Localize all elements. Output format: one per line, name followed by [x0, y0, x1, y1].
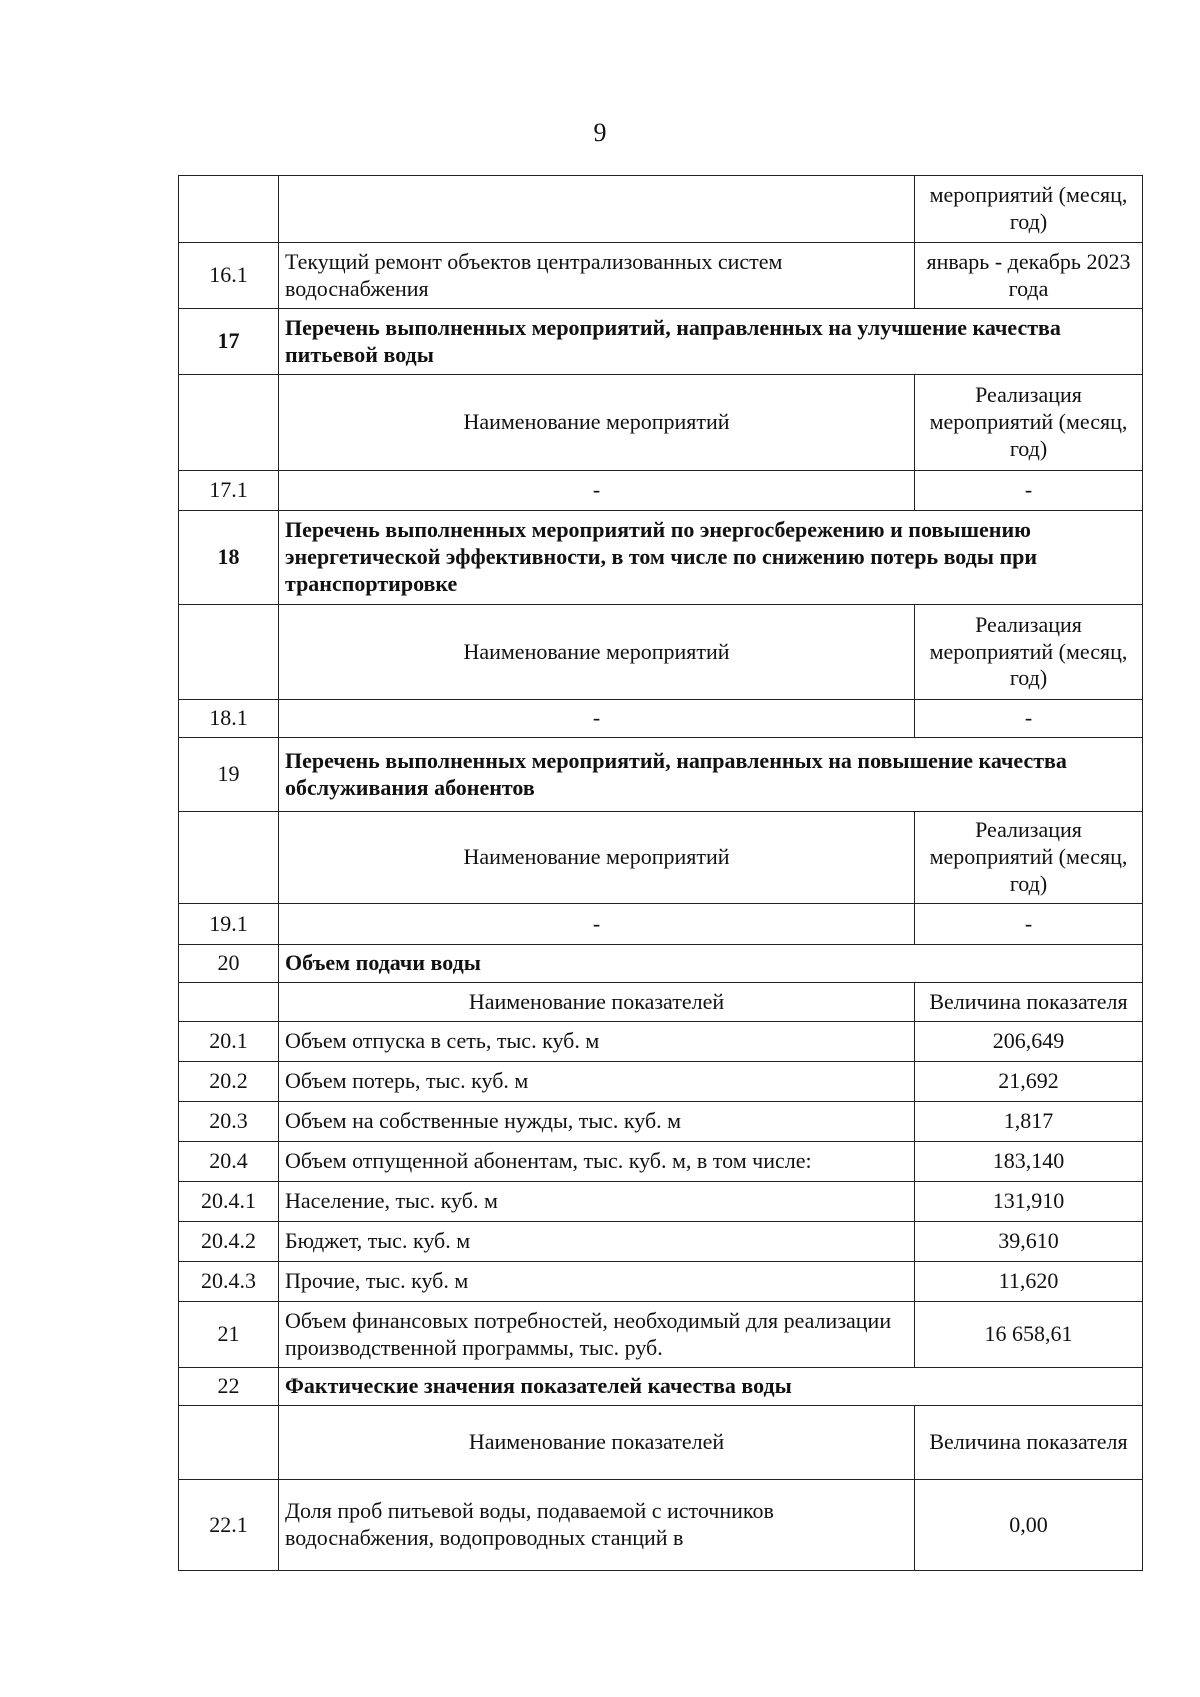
header-empty-cell [179, 812, 279, 904]
row-number: 20.1 [179, 1022, 279, 1062]
row-number: 19.1 [179, 904, 279, 945]
row-name: - [279, 700, 915, 738]
table-row [179, 1022, 1143, 1062]
header-empty-cell [179, 375, 279, 471]
table-row [179, 243, 1143, 309]
table-row [179, 1262, 1143, 1302]
column-header-name: Наименование мероприятий [279, 812, 915, 904]
header-empty-cell [179, 605, 279, 700]
row-name: Доля проб питьевой воды, подаваемой с источников водоснабжения, водопроводных станций в [279, 1480, 915, 1571]
column-header-value: Реализация мероприятий (месяц, год) [915, 605, 1143, 700]
row-value: 11,620 [915, 1262, 1143, 1302]
row-number: 20.4.2 [179, 1222, 279, 1262]
header-row [179, 605, 1143, 700]
section-title: Фактические значения показателей качества воды [279, 1368, 1143, 1406]
section-number: 18 [179, 511, 279, 605]
row-value: 0,00 [915, 1480, 1143, 1571]
row-name: Объем на собственные нужды, тыс. куб. м [279, 1102, 915, 1142]
row-value: - [915, 700, 1143, 738]
page-number: 9 [593, 118, 607, 147]
section-title: Перечень выполненных мероприятий по энергосбережению и повышению энергетической эффективности, в том числе по снижению потерь воды при транспортировке [279, 511, 1143, 605]
row-name: Объем потерь, тыс. куб. м [279, 1062, 915, 1102]
table-row [179, 1222, 1143, 1262]
row-number: 17.1 [179, 471, 279, 511]
row-value: 206,649 [915, 1022, 1143, 1062]
row-name: Объем финансовых потребностей, необходимый для реализации производственной программы, тыс. руб. [279, 1302, 915, 1368]
table-row [179, 1102, 1143, 1142]
row-value: - [915, 904, 1143, 945]
header-row [179, 375, 1143, 471]
table-row [179, 1480, 1143, 1571]
table-row [179, 1302, 1143, 1368]
column-header-value: Реализация мероприятий (месяц, год) [915, 812, 1143, 904]
section-title: Перечень выполненных мероприятий, направленных на повышение качества обслуживания абонентов [279, 738, 1143, 812]
row-name: Объем отпуска в сеть, тыс. куб. м [279, 1022, 915, 1062]
column-header-value: Величина показателя [915, 983, 1143, 1022]
row-number: 16.1 [179, 243, 279, 309]
header-row [179, 983, 1143, 1022]
header-row [179, 812, 1143, 904]
row-number: 20.4.3 [179, 1262, 279, 1302]
row-name: Текущий ремонт объектов централизованных систем водоснабжения [279, 243, 915, 309]
table-row [179, 700, 1143, 738]
column-header-name: Наименование показателей [279, 1406, 915, 1480]
row-value: мероприятий (месяц, год) [915, 176, 1143, 243]
row-number: 22.1 [179, 1480, 279, 1571]
header-empty-cell [179, 1406, 279, 1480]
row-name: - [279, 471, 915, 511]
section-number: 22 [179, 1368, 279, 1406]
section-number: 20 [179, 945, 279, 983]
table-row [179, 1142, 1143, 1182]
row-value: 39,610 [915, 1222, 1143, 1262]
row-name: - [279, 904, 915, 945]
header-row [179, 1406, 1143, 1480]
section-row [179, 1368, 1143, 1406]
header-empty-cell [179, 983, 279, 1022]
row-number: 20.3 [179, 1102, 279, 1142]
table-row [179, 471, 1143, 511]
table-row [179, 904, 1143, 945]
column-header-name: Наименование мероприятий [279, 375, 915, 471]
row-value: январь - декабрь 2023 года [915, 243, 1143, 309]
table-row [179, 1062, 1143, 1102]
row-name: Прочие, тыс. куб. м [279, 1262, 915, 1302]
row-name: Объем отпущенной абонентам, тыс. куб. м, в том числе: [279, 1142, 915, 1182]
row-name: Население, тыс. куб. м [279, 1182, 915, 1222]
section-title: Объем подачи воды [279, 945, 1143, 983]
row-number: 20.2 [179, 1062, 279, 1102]
row-value: - [915, 471, 1143, 511]
section-number: 17 [179, 309, 279, 375]
section-row [179, 511, 1143, 605]
column-header-name: Наименование мероприятий [279, 605, 915, 700]
row-value: 183,140 [915, 1142, 1143, 1182]
row-number: 18.1 [179, 700, 279, 738]
row-value: 1,817 [915, 1102, 1143, 1142]
row-value: 21,692 [915, 1062, 1143, 1102]
column-header-name: Наименование показателей [279, 983, 915, 1022]
column-header-value: Величина показателя [915, 1406, 1143, 1480]
row-value: 16 658,61 [915, 1302, 1143, 1368]
table-row [179, 176, 1143, 243]
column-header-value: Реализация мероприятий (месяц, год) [915, 375, 1143, 471]
section-title: Перечень выполненных мероприятий, направленных на улучшение качества питьевой воды [279, 309, 1143, 375]
row-number [179, 176, 279, 243]
table-row [179, 1182, 1143, 1222]
row-name: Бюджет, тыс. куб. м [279, 1222, 915, 1262]
row-value: 131,910 [915, 1182, 1143, 1222]
row-name [279, 176, 915, 243]
section-row [179, 738, 1143, 812]
program-table [178, 175, 1143, 1571]
row-number: 20.4.1 [179, 1182, 279, 1222]
section-row [179, 309, 1143, 375]
section-row [179, 945, 1143, 983]
section-number: 19 [179, 738, 279, 812]
row-number: 20.4 [179, 1142, 279, 1182]
row-number: 21 [179, 1302, 279, 1368]
